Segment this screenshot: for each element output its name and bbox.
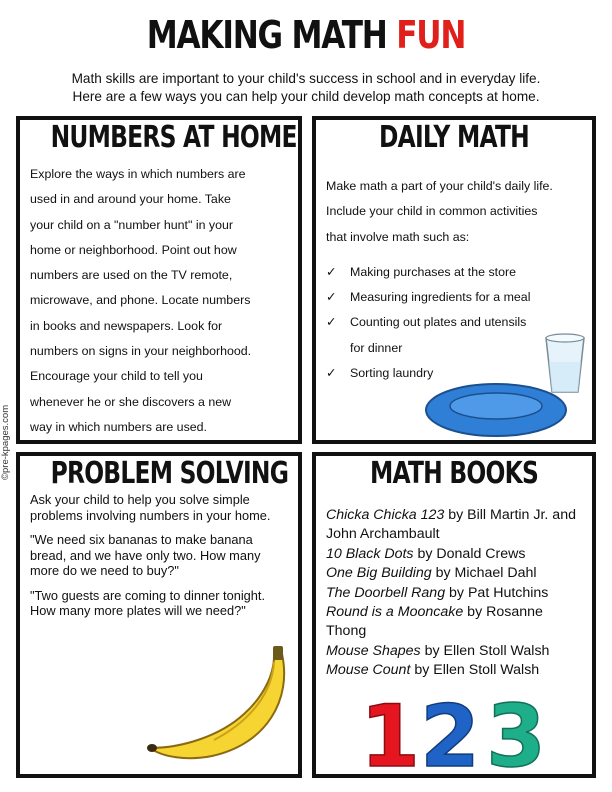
text-line: microwave, and phone. Locate numbers — [30, 293, 251, 308]
numbers-at-home-heading: NUMBERS AT HOME — [50, 120, 297, 155]
checklist-item — [326, 260, 582, 285]
book-item — [326, 603, 582, 642]
book-list — [316, 506, 592, 681]
digit-three: 3 — [486, 687, 546, 787]
numbers-123-illustration — [360, 687, 552, 787]
checklist-item-label: Sorting laundry — [350, 366, 434, 381]
book-author: by Rosanne Thong — [326, 604, 543, 640]
book-item — [326, 584, 582, 603]
intro-line: Here are a few ways you can help your child develop math concepts at home. — [72, 89, 540, 104]
intro-text — [20, 70, 592, 106]
check-icon: ✓ — [326, 264, 337, 279]
book-author: by Bill Martin Jr. and John Archambault — [326, 507, 576, 543]
checklist-item-label: Making purchases at the store — [350, 264, 516, 279]
title-main: MAKING MATH — [146, 13, 387, 57]
text-line: numbers are used on the TV remote, — [30, 268, 233, 283]
checklist-item-label: Counting out plates and utensils — [350, 315, 527, 330]
book-author: by Donald Crews — [413, 545, 526, 562]
check-spacer — [326, 336, 350, 361]
text-line: used in and around your home. Take — [30, 192, 231, 207]
text-line: Include your child in common activities — [326, 204, 538, 219]
plate-and-glass-illustration — [424, 332, 594, 442]
book-item — [326, 661, 582, 680]
banana-icon — [142, 644, 298, 770]
problem-solving-text — [20, 492, 298, 619]
checklist-item-label: Measuring ingredients for a meal — [350, 290, 531, 305]
text-line: Make math a part of your child's daily life. — [326, 179, 553, 193]
math-books-heading: MATH BOOKS — [369, 456, 539, 491]
text-line: in books and newspapers. Look for — [30, 318, 223, 333]
numbers-at-home-text — [20, 162, 298, 440]
check-icon: ✓ — [326, 366, 337, 381]
glass-icon — [546, 334, 584, 392]
book-item — [326, 564, 582, 583]
daily-math-intro — [316, 174, 592, 250]
numbers-at-home-panel — [16, 116, 302, 444]
copyright-label: ©pre-kpages.com — [0, 404, 11, 480]
checklist-item — [326, 285, 582, 310]
paragraph: Ask your child to help you solve simple problems involving numbers in your home. — [30, 492, 271, 523]
book-author: by Ellen Stoll Walsh — [420, 642, 550, 659]
text-line: that involve math such as: — [326, 229, 470, 244]
example-question: "We need six bananas to make banana bread, and we have only two. How many more do we need to buy?" — [30, 532, 261, 578]
text-line: Encourage your child to tell you — [30, 369, 203, 384]
book-title: Mouse Shapes — [326, 642, 421, 659]
example-question: "Two guests are coming to dinner tonight. How many more plates will we need?" — [30, 587, 266, 618]
book-title: 10 Black Dots — [326, 545, 414, 562]
text-line: Explore the ways in which numbers are — [30, 167, 246, 181]
book-title: Chicka Chicka 123 — [326, 507, 445, 523]
daily-math-panel — [312, 116, 596, 444]
title-accent: FUN — [396, 13, 466, 57]
check-icon: ✓ — [326, 290, 337, 305]
text-line: numbers on signs in your neighborhood. — [30, 344, 252, 359]
book-author: by Michael Dahl — [431, 565, 537, 582]
check-icon: ✓ — [326, 315, 337, 330]
book-author: by Ellen Stoll Walsh — [410, 662, 540, 679]
daily-math-heading: DAILY MATH — [379, 120, 529, 155]
book-title: One Big Building — [326, 565, 432, 582]
problem-solving-heading: PROBLEM SOLVING — [50, 456, 289, 491]
book-item — [326, 642, 582, 661]
page-title — [55, 12, 557, 58]
text-line: your child on a "number hunt" in your — [30, 217, 234, 232]
text-line: home or neighborhood. Point out how — [30, 242, 237, 257]
digit-two: 2 — [420, 687, 480, 787]
text-line: way in which numbers are used. — [30, 419, 207, 434]
problem-solving-panel — [16, 452, 302, 778]
text-line: whenever he or she discovers a new — [30, 394, 232, 409]
book-author: by Pat Hutchins — [445, 584, 549, 601]
book-item — [326, 545, 582, 564]
checklist-item-label: for dinner — [350, 340, 403, 355]
book-title: Mouse Count — [326, 662, 411, 679]
book-title: The Doorbell Rang — [326, 584, 446, 601]
book-item — [326, 506, 582, 545]
digit-one: 1 — [360, 687, 420, 787]
book-title: Round is a Mooncake — [326, 604, 464, 621]
intro-line: Math skills are important to your child's success in school and in everyday life. — [71, 71, 541, 86]
